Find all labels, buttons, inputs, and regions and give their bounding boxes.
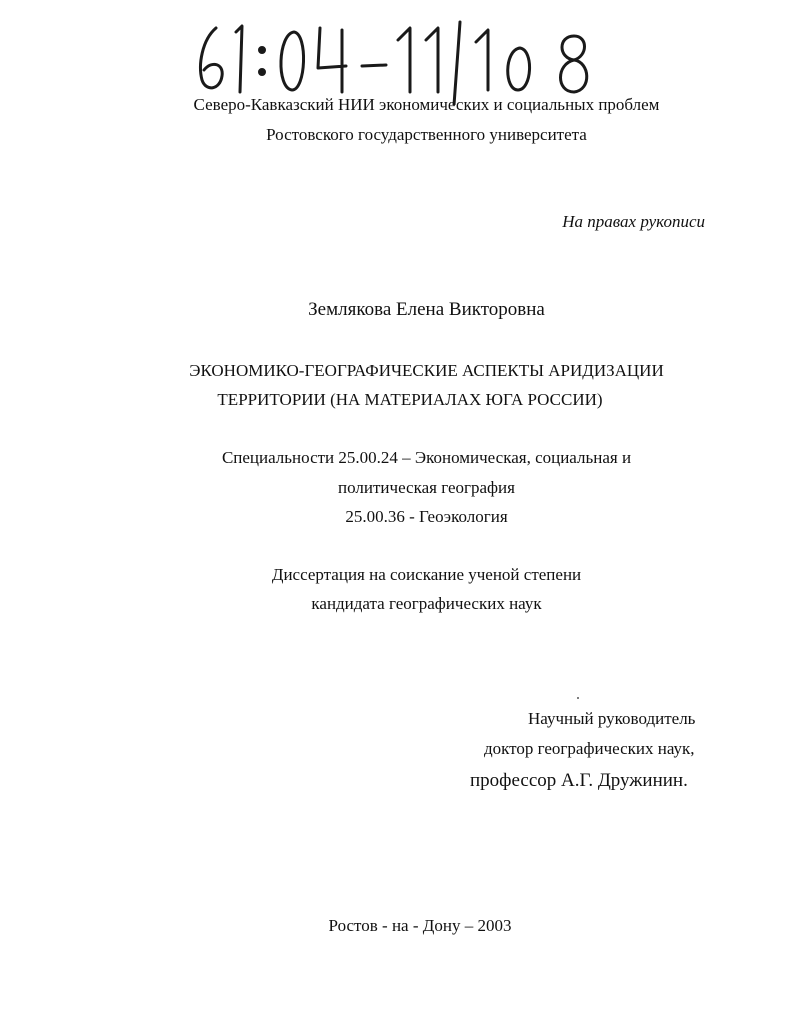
handwritten-catalog-number bbox=[190, 10, 620, 105]
specialty-line-1: Специальности 25.00.24 – Экономическая, социальная и bbox=[221, 448, 632, 467]
supervisor-name: профессор А.Г. Дружинин. bbox=[470, 770, 688, 791]
institution-line-1: Северо-Кавказский НИИ экономических и социальных проблем bbox=[193, 95, 660, 114]
dissertation-line-2: кандидата географических наук bbox=[311, 594, 542, 613]
manuscript-note: На правах рукописи bbox=[562, 212, 705, 231]
institution-line-2: Ростовского государственного университета bbox=[266, 125, 587, 144]
thesis-title-line-1: ЭКОНОМИКО-ГЕОГРАФИЧЕСКИЕ АСПЕКТЫ АРИДИЗАЦИИ bbox=[189, 361, 664, 380]
supervisor-degree: доктор географических наук, bbox=[484, 739, 695, 758]
scan-speck bbox=[577, 697, 579, 699]
author-name: Землякова Елена Викторовна bbox=[308, 299, 545, 320]
specialty-line-2: политическая география bbox=[338, 478, 515, 497]
supervisor-role: Научный руководитель bbox=[528, 709, 696, 728]
thesis-title-line-2: ТЕРРИТОРИИ (НА МАТЕРИАЛАХ ЮГА РОССИИ) bbox=[217, 390, 603, 409]
specialty-line-3: 25.00.36 - Геоэкология bbox=[345, 507, 508, 526]
place-year: Ростов - на - Дону – 2003 bbox=[328, 916, 512, 935]
dissertation-line-1: Диссертация на соискание ученой степени bbox=[271, 565, 582, 584]
